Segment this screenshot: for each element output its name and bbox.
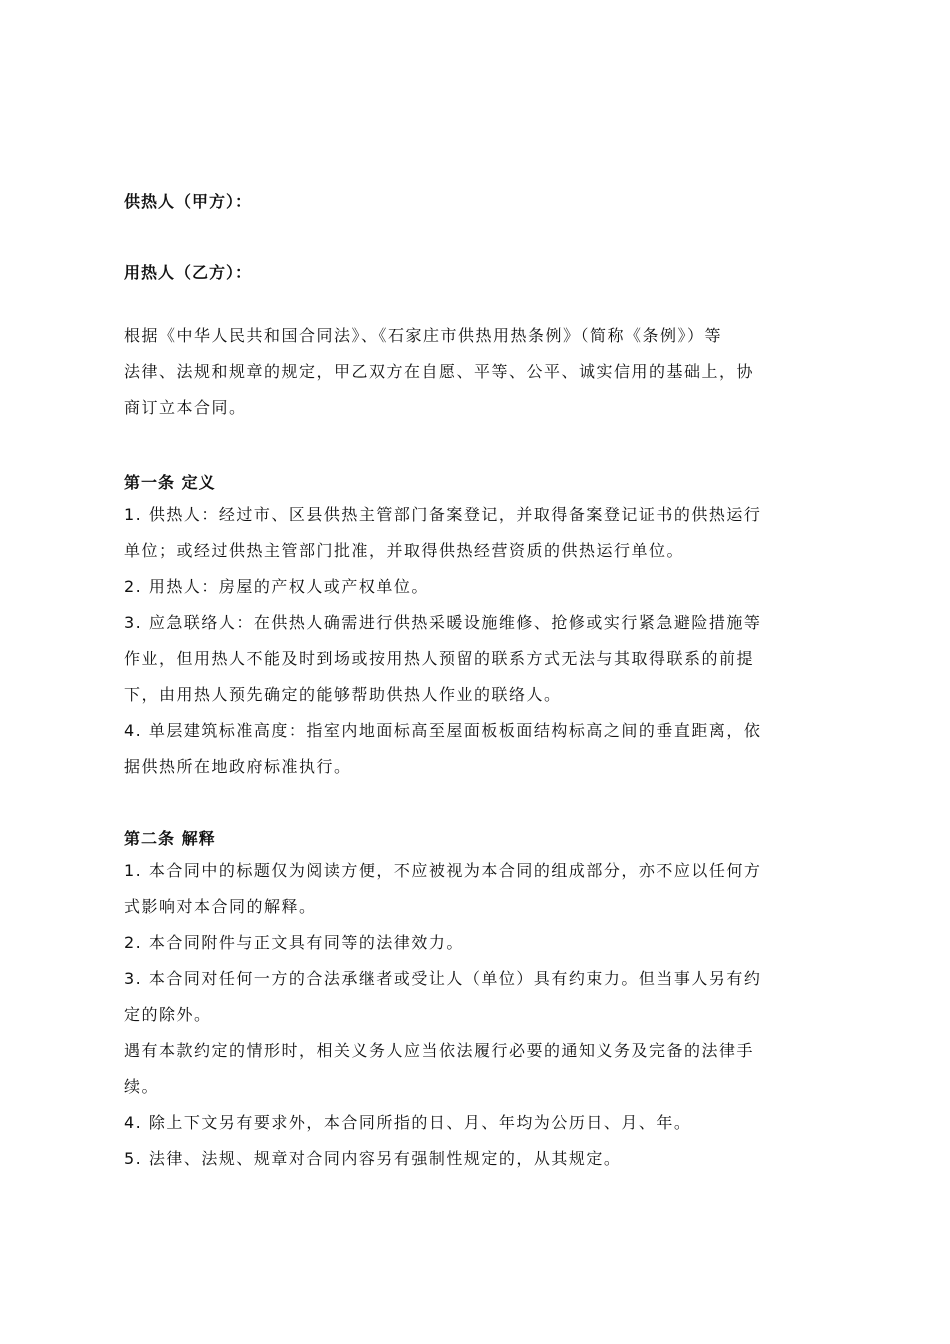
article-2-title: 第二条 解释 [124,829,216,848]
article-1-line: 3. 应急联络人：在供热人确需进行供热采暖设施维修、抢修或实行紧急避险措施等 [124,613,762,632]
article-1-line: 据供热所在地政府标准执行。 [124,757,352,776]
article-1-title: 第一条 定义 [124,473,216,492]
article-2-line: 1. 本合同中的标题仅为阅读方便，不应被视为本合同的组成部分，亦不应以任何方 [124,861,762,880]
article-1-line: 下，由用热人预先确定的能够帮助供热人作业的联络人。 [124,685,562,704]
supplier-party-label: 供热人（甲方）： [124,192,253,211]
article-2-line: 续。 [124,1077,160,1096]
article-2-line: 定的除外。 [124,1005,212,1024]
preamble-line: 法律、法规和规章的规定，甲乙双方在自愿、平等、公平、诚实信用的基础上，协 [124,362,755,381]
article-2-line: 式影响对本合同的解释。 [124,897,317,916]
article-1-line: 单位；或经过供热主管部门批准，并取得供热经营资质的供热运行单位。 [124,541,685,560]
preamble-line: 根据《中华人民共和国合同法》、《石家庄市供热用热条例》（简称《条例》）等 [124,326,723,345]
article-2-line: 5. 法律、法规、规章对合同内容另有强制性规定的，从其规定。 [124,1149,622,1168]
article-1-line: 4. 单层建筑标准高度：指室内地面标高至屋面板板面结构标高之间的垂直距离，依 [124,721,762,740]
article-2-line: 4. 除上下文另有要求外，本合同所指的日、月、年均为公历日、月、年。 [124,1113,692,1132]
preamble-line: 商订立本合同。 [124,398,247,417]
preamble-paragraph [124,318,824,426]
article-1-line: 作业，但用热人不能及时到场或按用热人预留的联系方式无法与其取得联系的前提 [124,649,755,668]
user-party-label: 用热人（乙方）： [124,263,253,282]
article-2-body [124,853,824,1177]
article-1-line: 2. 用热人：房屋的产权人或产权单位。 [124,577,429,596]
article-1-body [124,497,824,785]
article-1-line: 1. 供热人：经过市、区县供热主管部门备案登记，并取得备案登记证书的供热运行 [124,505,762,524]
article-2-line: 遇有本款约定的情形时，相关义务人应当依法履行必要的通知义务及完备的法律手 [124,1041,755,1060]
article-2-line: 3. 本合同对任何一方的合法承继者或受让人（单位）具有约束力。但当事人另有约 [124,969,762,988]
article-2-line: 2. 本合同附件与正文具有同等的法律效力。 [124,933,464,952]
